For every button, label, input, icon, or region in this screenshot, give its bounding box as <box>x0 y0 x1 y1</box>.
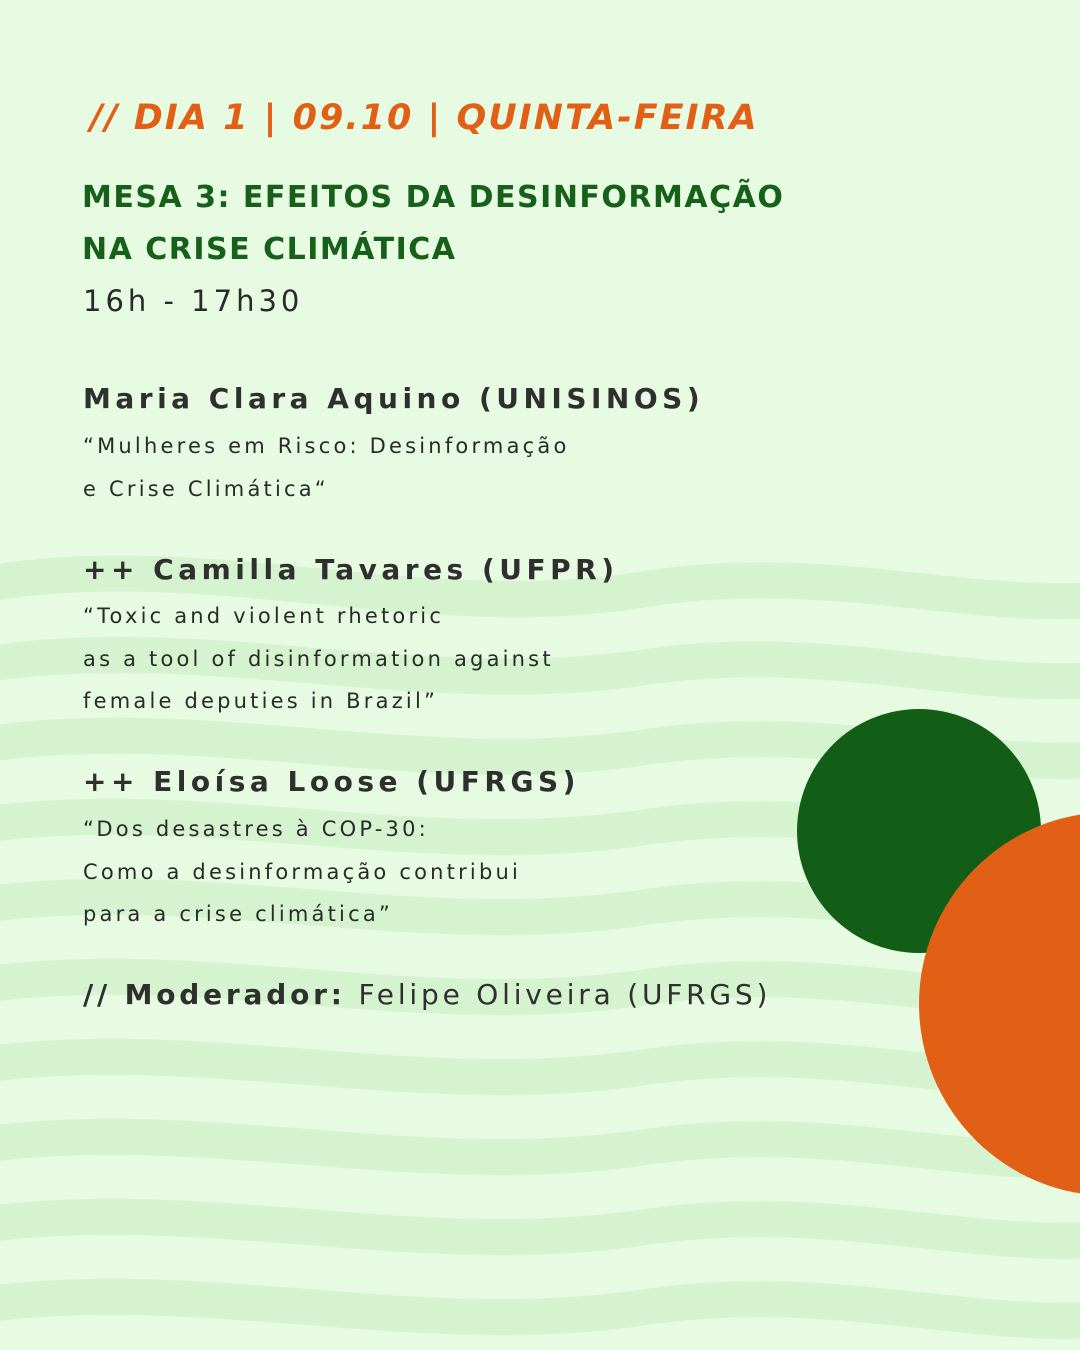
talk-title-line: as a tool of disinformation against <box>83 646 554 671</box>
talk-title <box>83 595 554 723</box>
talk-title-line: female deputies in Brazil” <box>83 689 439 713</box>
talk-title-line: para a crise climática” <box>83 902 393 926</box>
talk-title <box>83 808 521 936</box>
talk-title-line: “Mulheres em Risco: Desinformação <box>83 434 570 458</box>
moderator-line <box>83 978 771 1011</box>
talk-title-line: “Dos desastres à COP-30: <box>83 817 429 841</box>
session-title-line-2: NA CRISE CLIMÁTICA <box>82 232 457 267</box>
moderator-name: Felipe Oliveira (UFRGS) <box>358 978 772 1011</box>
talk-title-line: “Toxic and violent rhetoric <box>83 604 445 628</box>
talk-title-line: e Crise Climática“ <box>83 476 329 501</box>
day-header: // DIA 1 | 09.10 | QUINTA-FEIRA <box>90 98 759 138</box>
moderator-label: // Moderador: <box>83 978 346 1011</box>
talk-title <box>83 425 570 510</box>
session-time: 16h - 17h30 <box>83 284 304 318</box>
speaker-name: ++ Camilla Tavares (UFPR) <box>83 553 619 586</box>
talk-title-line: Como a desinformação contribui <box>83 859 522 884</box>
speaker-name: ++ Eloísa Loose (UFRGS) <box>83 765 580 798</box>
speaker-name: Maria Clara Aquino (UNISINOS) <box>83 382 705 415</box>
session-title-line-1: MESA 3: EFEITOS DA DESINFORMAÇÃO <box>82 180 785 215</box>
session-title <box>82 172 784 276</box>
